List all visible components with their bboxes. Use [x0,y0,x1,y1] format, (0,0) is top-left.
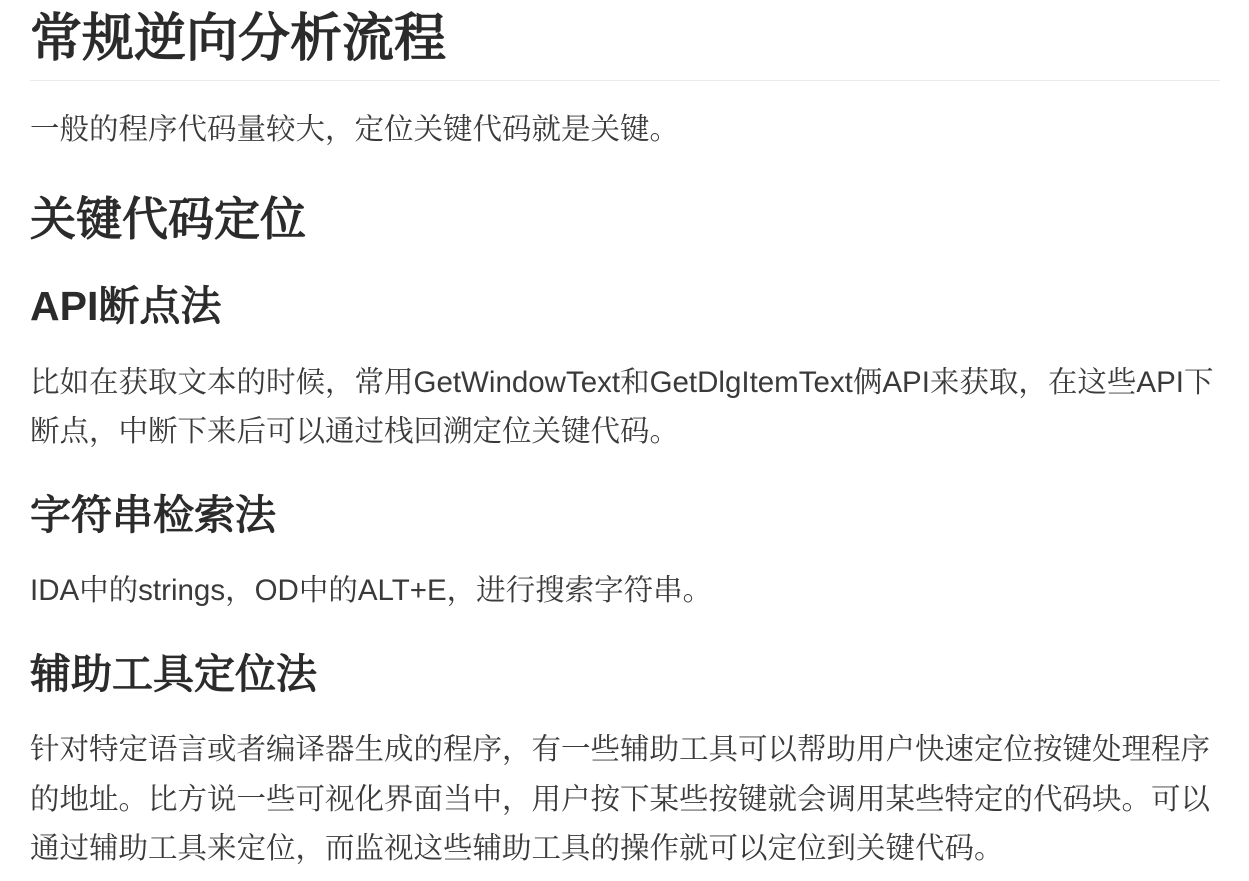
paragraph-helper-tools: 针对特定语言或者编译器生成的程序，有一些辅助工具可以帮助用户快速定位按键处理程序的地址。比方说一些可视化界面当中，用户按下某些按键就会调用某些特定的代码块。可以通过辅助工具来定位，而监视这些辅助工具的操作就可以定位到关键代码。 [30,732,1211,866]
subsection-heading-helper-tools: 辅助工具定位法 [30,650,317,697]
subsection-heading-api-breakpoint: API断点法 [30,283,222,330]
subsection-heading-string-search: 字符串检索法 [30,491,276,538]
paragraph-string-search: IDA中的strings，OD中的ALT+E，进行搜索字符串。 [30,574,713,608]
page-title: 常规逆向分析流程 [30,8,1220,81]
intro-paragraph: 一般的程序代码量较大，定位关键代码就是关键。 [30,113,680,147]
paragraph-api-breakpoint: 比如在获取文本的时候，常用GetWindowText和GetDlgItemText俩API来获取，在这些API下断点，中断下来后可以通过栈回溯定位关键代码。 [30,365,1214,449]
section-heading-key-code-location: 关键代码定位 [30,192,306,245]
